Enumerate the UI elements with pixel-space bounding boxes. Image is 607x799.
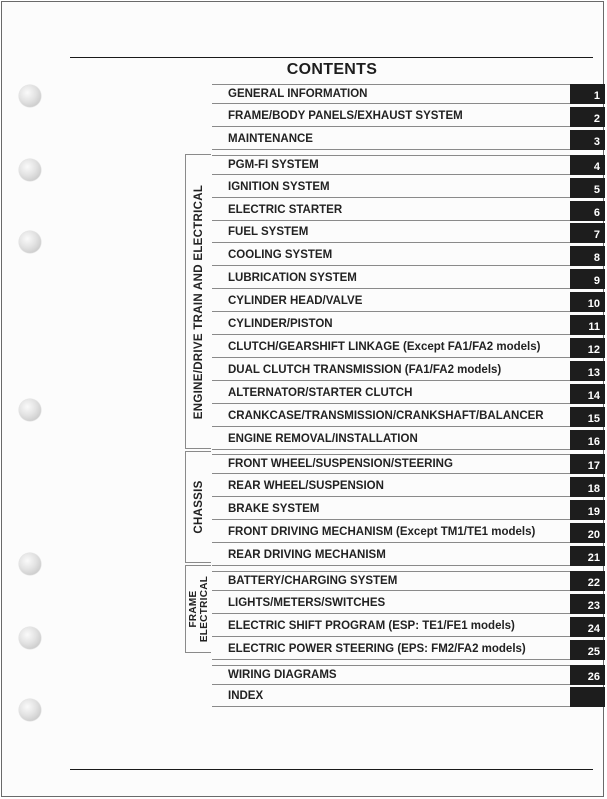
binder-hole — [19, 159, 41, 181]
toc-row[interactable] — [212, 130, 598, 150]
section-title: ALTERNATOR/STARTER CLUTCH — [228, 386, 413, 399]
toc-row[interactable] — [212, 523, 598, 543]
section-title: WIRING DIAGRAMS — [228, 668, 337, 681]
toc-row[interactable] — [212, 384, 598, 404]
section-tab[interactable]: 3 — [570, 130, 605, 150]
toc-row[interactable] — [212, 407, 598, 427]
group-label-chassis: CHASSIS — [192, 480, 205, 534]
section-tab[interactable]: 19 — [570, 500, 605, 520]
section-tab[interactable]: 18 — [570, 477, 605, 497]
bottom-rule — [70, 769, 593, 770]
section-title: CYLINDER HEAD/VALVE — [228, 295, 363, 308]
section-title: DUAL CLUTCH TRANSMISSION (FA1/FA2 models) — [228, 363, 502, 376]
section-title: CYLINDER/PISTON — [228, 318, 333, 330]
section-title: BATTERY/CHARGING SYSTEM — [228, 574, 398, 587]
toc-row[interactable] — [212, 571, 598, 591]
group-frame-electrical — [185, 565, 211, 653]
section-title: FUEL SYSTEM — [228, 226, 309, 239]
binder-hole — [19, 699, 41, 721]
section-title: IGNITION SYSTEM — [228, 180, 330, 193]
toc-row[interactable] — [212, 500, 598, 520]
section-tab[interactable]: 7 — [570, 223, 605, 243]
toc-row[interactable] — [212, 178, 598, 198]
toc-row[interactable] — [212, 338, 598, 358]
toc-row[interactable] — [212, 687, 598, 707]
section-tab[interactable]: 20 — [570, 523, 605, 543]
section-title: MAINTENANCE — [228, 132, 313, 145]
toc-row[interactable] — [212, 477, 598, 497]
toc-row[interactable] — [212, 107, 598, 127]
section-title: BRAKE SYSTEM — [228, 503, 320, 516]
section-tab[interactable]: 16 — [570, 430, 605, 450]
section-title: PGM-FI SYSTEM — [228, 158, 319, 171]
section-title: FRONT WHEEL/SUSPENSION/STEERING — [228, 458, 453, 471]
section-tab[interactable]: 1 — [570, 84, 605, 104]
section-tab[interactable]: 21 — [570, 546, 605, 566]
binder-hole — [19, 231, 41, 253]
toc-row[interactable] — [212, 201, 598, 221]
section-title: INDEX — [228, 690, 264, 703]
toc-row[interactable] — [212, 292, 598, 312]
binder-hole — [19, 627, 41, 649]
toc-row[interactable] — [212, 84, 598, 104]
section-tab[interactable]: 12 — [570, 338, 605, 358]
toc-row[interactable] — [212, 246, 598, 266]
section-tab[interactable]: 24 — [570, 617, 605, 637]
section-tab[interactable]: 5 — [570, 178, 605, 198]
section-tab[interactable]: 4 — [570, 155, 605, 175]
top-rule — [70, 57, 593, 58]
toc-row[interactable] — [212, 454, 598, 474]
section-title: ENGINE REMOVAL/INSTALLATION — [228, 432, 418, 445]
section-tab[interactable] — [570, 687, 605, 707]
section-title: CLUTCH/GEARSHIFT LINKAGE (Except FA1/FA2 models) — [228, 340, 541, 353]
section-tab[interactable]: 6 — [570, 201, 605, 221]
binder-hole — [19, 399, 41, 421]
section-tab[interactable]: 8 — [570, 246, 605, 266]
group-label-engine: ENGINE/DRIVE TRAIN AND ELECTRICAL — [192, 184, 205, 419]
section-title: FRAME/BODY PANELS/EXHAUST SYSTEM — [228, 109, 463, 122]
toc-row[interactable] — [212, 315, 598, 335]
section-tab[interactable]: 22 — [570, 571, 605, 591]
section-tab[interactable]: 15 — [570, 407, 605, 427]
section-title: LIGHTS/METERS/SWITCHES — [228, 596, 386, 609]
section-title: ELECTRIC POWER STEERING (EPS: FM2/FA2 models) — [228, 642, 526, 655]
section-title: ELECTRIC SHIFT PROGRAM (ESP: TE1/FE1 models) — [228, 619, 515, 632]
section-title: REAR WHEEL/SUSPENSION — [228, 480, 384, 493]
section-title: ELECTRIC STARTER — [228, 203, 343, 216]
group-label-frame: FRAME — [187, 590, 199, 628]
section-tab[interactable]: 13 — [570, 361, 605, 381]
section-tab[interactable]: 23 — [570, 594, 605, 614]
toc-row[interactable] — [212, 546, 598, 566]
toc-row[interactable] — [212, 665, 598, 685]
section-title: GENERAL INFORMATION — [228, 88, 368, 100]
section-tab[interactable]: 9 — [570, 269, 605, 289]
section-tab[interactable]: 10 — [570, 292, 605, 312]
toc-row[interactable] — [212, 223, 598, 243]
toc-row[interactable] — [212, 594, 598, 614]
page-title: CONTENTS — [286, 61, 378, 78]
section-tab[interactable]: 25 — [570, 640, 605, 660]
section-tab[interactable]: 2 — [570, 107, 605, 127]
group-chassis — [185, 451, 211, 563]
group-engine-drive-train — [185, 154, 211, 449]
section-title: COOLING SYSTEM — [228, 249, 333, 262]
section-tab[interactable]: 17 — [570, 454, 605, 474]
section-tab[interactable]: 26 — [570, 665, 605, 685]
toc-row[interactable] — [212, 361, 598, 381]
toc-row[interactable] — [212, 269, 598, 289]
toc-row[interactable] — [212, 640, 598, 660]
section-title: FRONT DRIVING MECHANISM (Except TM1/TE1 models) — [228, 526, 536, 539]
section-title: LUBRICATION SYSTEM — [228, 272, 357, 285]
section-tab[interactable]: 14 — [570, 384, 605, 404]
manual-page — [1, 1, 604, 797]
section-title: CRANKCASE/TRANSMISSION/CRANKSHAFT/BALANCER — [228, 409, 544, 422]
group-label-frame-electrical — [188, 576, 210, 642]
toc-row[interactable] — [212, 617, 598, 637]
toc-row[interactable] — [212, 430, 598, 450]
binder-hole — [19, 553, 41, 575]
section-title: REAR DRIVING MECHANISM — [228, 549, 386, 561]
binder-hole — [19, 85, 41, 107]
toc-row[interactable] — [212, 155, 598, 175]
section-tab[interactable]: 11 — [570, 315, 605, 335]
group-label-electrical: ELECTRICAL — [198, 575, 210, 643]
